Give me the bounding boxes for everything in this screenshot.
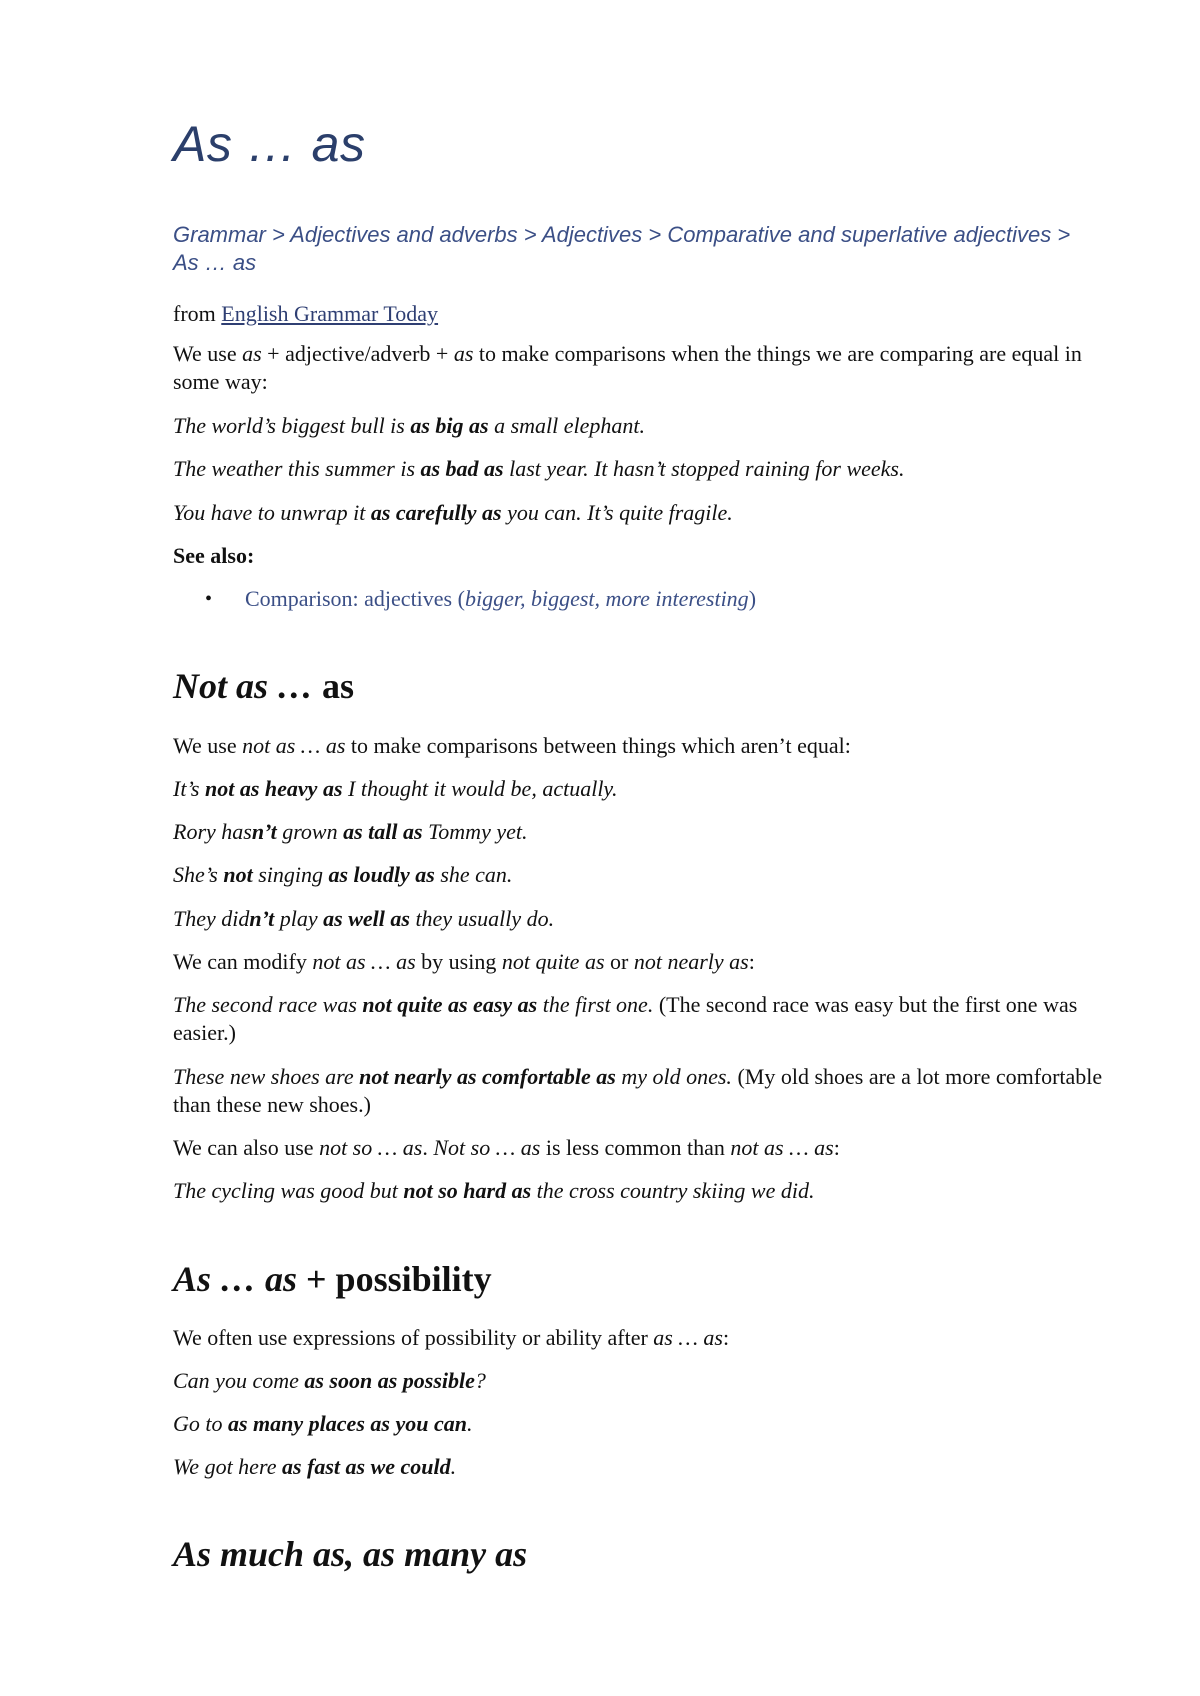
example-sentence: It’s not as heavy as I thought it would be, actually. [173, 776, 618, 801]
example-sentence: The second race was not quite as easy as the first one. (The second race was easy but the first one was easier.) [173, 992, 1078, 1045]
breadcrumb-current: As … as [173, 250, 257, 275]
example-sentence: You have to unwrap it as carefully as you can. It’s quite fragile. [173, 500, 733, 525]
breadcrumb-separator: > [272, 222, 285, 247]
breadcrumb [173, 221, 1073, 277]
section-heading-possibility: As … as + possibility [173, 1259, 492, 1299]
example-sentence: The weather this summer is as bad as last year. It hasn’t stopped raining for weeks. [173, 456, 905, 481]
example-sentence: The world’s biggest bull is as big as a small elephant. [173, 413, 646, 438]
breadcrumb-separator: > [648, 222, 662, 247]
source-prefix: from [173, 301, 216, 326]
section2-intro: We use not as … as to make comparisons between things which aren’t equal: [173, 733, 851, 758]
example-sentence: The cycling was good but not so hard as the cross country skiing we did. [173, 1178, 815, 1203]
example-sentence: We got here as fast as we could. [173, 1454, 457, 1479]
example-sentence: Rory hasn’t grown as tall as Tommy yet. [173, 819, 528, 844]
example-sentence: Can you come as soon as possible? [173, 1368, 486, 1393]
example-sentence: Go to as many places as you can. [173, 1411, 473, 1436]
breadcrumb-grammar[interactable]: Grammar [173, 222, 266, 247]
section-heading-as-much-as: As much as, as many as [173, 1534, 528, 1574]
example-sentence: They didn’t play as well as they usually do. [173, 906, 555, 931]
breadcrumb-comparative-superlative[interactable]: Comparative and superlative adjectives [667, 222, 1052, 247]
breadcrumb-adjectives[interactable]: Adjectives [541, 222, 643, 247]
english-grammar-today-link[interactable]: English Grammar Today [221, 301, 439, 326]
bullet-icon: • [205, 588, 213, 610]
see-also-label: See also: [173, 543, 255, 568]
breadcrumb-adjectives-and-adverbs[interactable]: Adjectives and adverbs [290, 222, 518, 247]
modify-explanation: We can modify not as … as by using not quite as or not nearly as: [173, 949, 755, 974]
section1-intro: We use as + adjective/adverb + as to make comparisons when the things we are comparing are equal in some way: [173, 341, 1082, 394]
section3-intro: We often use expressions of possibility or ability after as … as: [173, 1325, 730, 1350]
example-sentence: These new shoes are not nearly as comfortable as my old ones. (My old shoes are a lot more comfortable than these new shoes.) [173, 1064, 1103, 1117]
not-so-explanation: We can also use not so … as. Not so … as is less common than not as … as: [173, 1135, 840, 1160]
section-heading-not-as-as: Not as … as [173, 666, 355, 706]
page-title: As … as [173, 116, 366, 172]
breadcrumb-separator: > [1057, 222, 1071, 247]
source-line [173, 300, 1103, 328]
example-sentence: She’s not singing as loudly as she can. [173, 862, 513, 887]
comparison-adjectives-link[interactable]: Comparison: adjectives (bigger, biggest, more interesting) [245, 586, 757, 611]
breadcrumb-separator: > [523, 222, 537, 247]
